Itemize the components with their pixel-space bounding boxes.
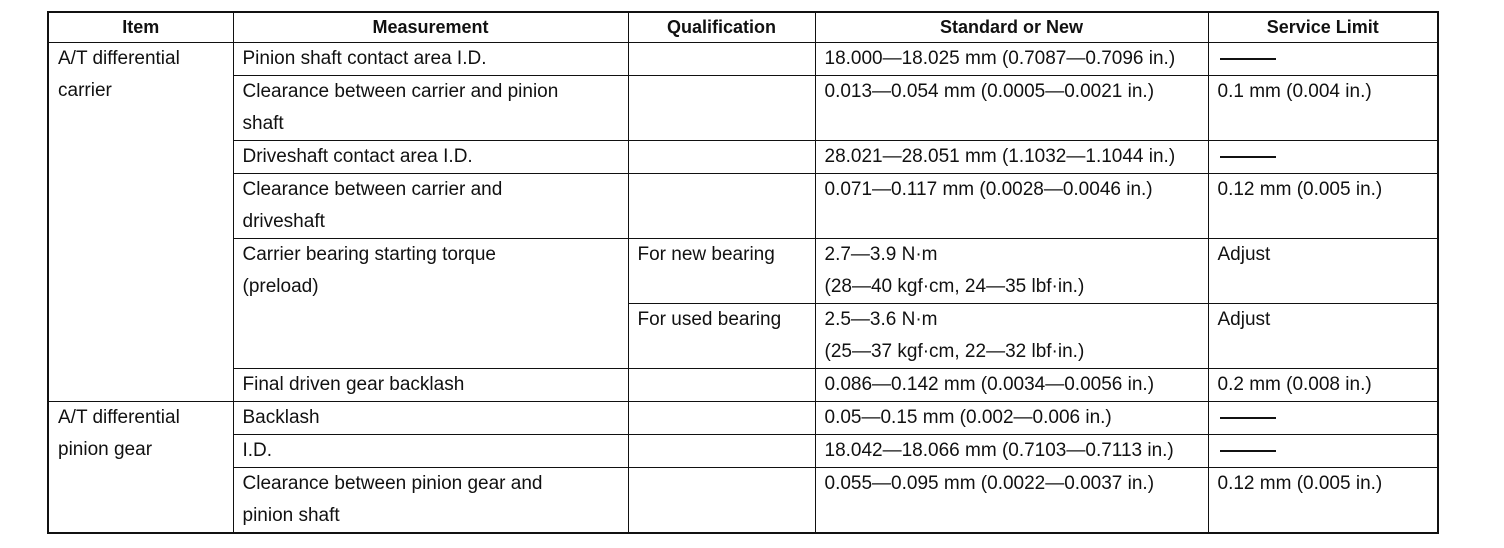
- measurement-line: Driveshaft contact area I.D.: [242, 146, 473, 167]
- measurement-line: Clearance between carrier and: [242, 179, 503, 200]
- table-row: [48, 239, 1438, 304]
- standard-cell: [815, 174, 1208, 239]
- service-limit-value: 0.12 mm (0.005 in.): [1217, 473, 1383, 494]
- service-limit-value: 0.2 mm (0.008 in.): [1217, 374, 1372, 395]
- standard-line: 0.071—0.117 mm (0.0028—0.0046 in.): [824, 179, 1153, 200]
- standard-cell: [815, 468, 1208, 534]
- qualification-cell: [628, 76, 815, 141]
- service-limit-cell: [1208, 402, 1438, 435]
- service-limit-cell: [1208, 304, 1438, 369]
- service-limit-value: Adjust: [1217, 244, 1271, 265]
- standard-line: (28—40 kgf·cm, 24—35 lbf·in.): [824, 276, 1085, 297]
- qualification-cell: [628, 239, 815, 304]
- qualification-cell: [628, 402, 815, 435]
- standard-cell: [815, 239, 1208, 304]
- header-item: Item: [48, 12, 233, 43]
- standard-cell: [815, 304, 1208, 369]
- measurement-line: Pinion shaft contact area I.D.: [242, 48, 487, 69]
- table-row: [48, 402, 1438, 435]
- measurement-cell: [233, 43, 628, 76]
- table-row: [48, 76, 1438, 141]
- service-limit-cell: [1208, 76, 1438, 141]
- standard-cell: [815, 141, 1208, 174]
- standard-line: 0.05—0.15 mm (0.002—0.006 in.): [824, 407, 1112, 428]
- measurement-cell: [233, 435, 628, 468]
- standard-line: 2.7—3.9 N·m: [824, 244, 938, 265]
- service-limit-cell: [1208, 43, 1438, 76]
- table-row: [48, 141, 1438, 174]
- header-qualification: Qualification: [628, 12, 815, 43]
- measurement-cell: [233, 402, 628, 435]
- qualification-cell: [628, 468, 815, 534]
- item-line: pinion gear: [58, 439, 153, 460]
- header-service-limit: Service Limit: [1208, 12, 1438, 43]
- table-row: [48, 369, 1438, 402]
- table-row: [48, 43, 1438, 76]
- standard-line: 18.042—18.066 mm (0.7103—0.7113 in.): [824, 440, 1174, 461]
- item-cell-pinion-gear: [48, 402, 233, 534]
- measurement-line: shaft: [242, 113, 284, 134]
- measurement-line: Final driven gear backlash: [242, 374, 465, 395]
- measurement-line: Clearance between pinion gear and: [242, 473, 543, 494]
- standard-line: 0.013—0.054 mm (0.0005—0.0021 in.): [824, 81, 1155, 102]
- dash-mark: [1220, 156, 1276, 158]
- header-row: [48, 12, 1438, 43]
- item-line: carrier: [58, 80, 112, 101]
- service-limit-cell: [1208, 141, 1438, 174]
- qualification-cell: [628, 43, 815, 76]
- qualification-cell: [628, 369, 815, 402]
- service-limit-value: Adjust: [1217, 309, 1271, 330]
- measurement-cell: [233, 468, 628, 534]
- measurement-line: I.D.: [242, 440, 273, 461]
- measurement-line: pinion shaft: [242, 505, 340, 526]
- measurement-line: driveshaft: [242, 211, 325, 232]
- dash-mark: [1220, 417, 1276, 419]
- standard-cell: [815, 435, 1208, 468]
- dash-mark: [1220, 58, 1276, 60]
- measurement-line: Carrier bearing starting torque: [242, 244, 496, 265]
- standard-cell: [815, 76, 1208, 141]
- measurement-cell: [233, 174, 628, 239]
- qualification-value: For new bearing: [637, 244, 775, 265]
- qualification-cell: [628, 141, 815, 174]
- standard-cell: [815, 402, 1208, 435]
- service-limit-value: 0.12 mm (0.005 in.): [1217, 179, 1383, 200]
- header-measurement: Measurement: [233, 12, 628, 43]
- item-line: A/T differential: [58, 407, 180, 428]
- standard-line: 2.5—3.6 N·m: [824, 309, 938, 330]
- qualification-value: For used bearing: [637, 309, 782, 330]
- qualification-cell: [628, 435, 815, 468]
- qualification-cell: [628, 304, 815, 369]
- table-row: [48, 174, 1438, 239]
- standard-cell: [815, 43, 1208, 76]
- standard-line: (25—37 kgf·cm, 22—32 lbf·in.): [824, 341, 1085, 362]
- item-cell-carrier: [48, 43, 233, 402]
- service-limit-cell: [1208, 468, 1438, 534]
- service-limit-cell: [1208, 239, 1438, 304]
- measurement-line: Clearance between carrier and pinion: [242, 81, 559, 102]
- header-standard: Standard or New: [815, 12, 1208, 43]
- measurement-cell: [233, 239, 628, 369]
- standard-cell: [815, 369, 1208, 402]
- standard-line: 0.055—0.095 mm (0.0022—0.0037 in.): [824, 473, 1155, 494]
- measurement-line: (preload): [242, 276, 319, 297]
- item-line: A/T differential: [58, 48, 180, 69]
- service-limit-cell: [1208, 369, 1438, 402]
- measurement-cell: [233, 141, 628, 174]
- service-limit-cell: [1208, 435, 1438, 468]
- standard-line: 28.021—28.051 mm (1.1032—1.1044 in.): [824, 146, 1176, 167]
- standard-line: 0.086—0.142 mm (0.0034—0.0056 in.): [824, 374, 1155, 395]
- standard-line: 18.000—18.025 mm (0.7087—0.7096 in.): [824, 48, 1176, 69]
- spec-table: [47, 11, 1439, 534]
- table-row: [48, 468, 1438, 534]
- service-limit-value: 0.1 mm (0.004 in.): [1217, 81, 1372, 102]
- qualification-cell: [628, 174, 815, 239]
- measurement-cell: [233, 369, 628, 402]
- dash-mark: [1220, 450, 1276, 452]
- measurement-line: Backlash: [242, 407, 320, 428]
- service-limit-cell: [1208, 174, 1438, 239]
- measurement-cell: [233, 76, 628, 141]
- table-row: [48, 435, 1438, 468]
